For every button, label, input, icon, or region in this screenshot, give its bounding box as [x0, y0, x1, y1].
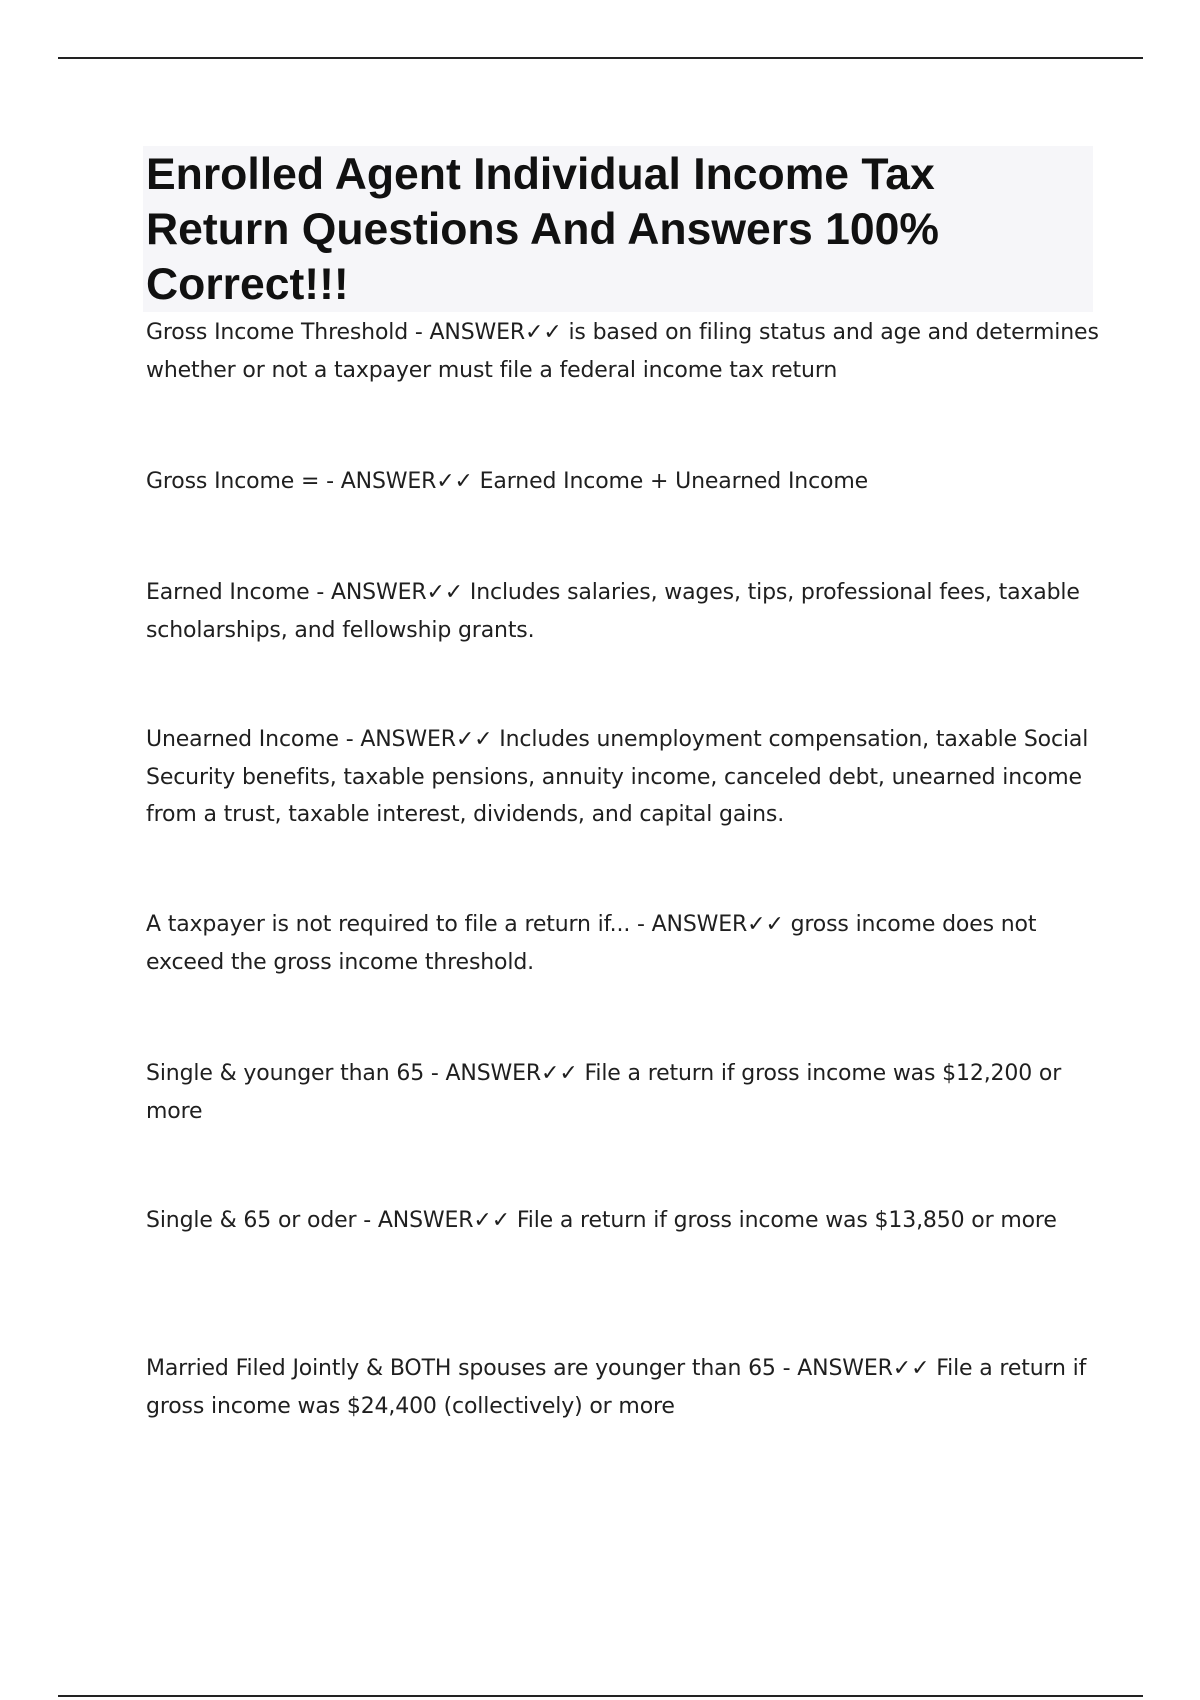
- qa-answer: is based on filing status and age and determines whether or not a taxpayer must file a federal income tax return: [146, 320, 1099, 383]
- qa-answer: Includes salaries, wages, tips, professional fees, taxable scholarships, and fellowship grants.: [146, 580, 1080, 643]
- double-check-icon: ✓✓: [426, 580, 464, 605]
- qa-answer: gross income does not exceed the gross income threshold.: [146, 912, 1037, 975]
- qa-item: [146, 574, 1106, 649]
- qa-question: A taxpayer is not required to file a return if... - ANSWER: [146, 912, 748, 937]
- qa-item: [146, 463, 1106, 501]
- qa-question: Single & 65 or oder - ANSWER: [146, 1208, 474, 1233]
- qa-item: [146, 1202, 1106, 1240]
- qa-answer: Includes unemployment compensation, taxable Social Security benefits, taxable pensions, annuity income, canceled debt, unearned income from a trust, taxable interest, dividends, and capital gains.: [146, 727, 1089, 827]
- qa-question: Unearned Income - ANSWER: [146, 727, 456, 752]
- double-check-icon: ✓✓: [892, 1356, 930, 1381]
- qa-question: Earned Income - ANSWER: [146, 580, 427, 605]
- header-rule: [58, 57, 1143, 59]
- qa-question: Married Filed Jointly & BOTH spouses are younger than 65 - ANSWER: [146, 1356, 893, 1381]
- qa-answer: File a return if gross income was $24,400 (collectively) or more: [146, 1356, 1087, 1419]
- qa-item: [146, 1055, 1106, 1130]
- double-check-icon: ✓✓: [455, 727, 493, 752]
- qa-answer: File a return if gross income was $13,850 or more: [509, 1208, 1057, 1233]
- qa-item: [146, 1350, 1106, 1425]
- double-check-icon: ✓✓: [473, 1208, 510, 1233]
- document-title: Enrolled Agent Individual Income Tax Return Questions And Answers 100% Correct!!!: [146, 150, 939, 309]
- qa-item: [146, 314, 1106, 389]
- footer-rule: [58, 1695, 1143, 1697]
- qa-question: Single & younger than 65 - ANSWER: [146, 1061, 542, 1086]
- double-check-icon: ✓✓: [747, 912, 784, 937]
- qa-question: Gross Income Threshold - ANSWER: [146, 320, 526, 345]
- double-check-icon: ✓✓: [525, 320, 562, 345]
- qa-item: [146, 721, 1106, 834]
- qa-answer: File a return if gross income was $12,200 or more: [146, 1061, 1062, 1124]
- double-check-icon: ✓✓: [541, 1061, 578, 1086]
- qa-item: [146, 906, 1106, 981]
- qa-question: Gross Income = - ANSWER: [146, 469, 437, 494]
- double-check-icon: ✓✓: [436, 469, 473, 494]
- qa-answer: Earned Income + Unearned Income: [472, 469, 868, 494]
